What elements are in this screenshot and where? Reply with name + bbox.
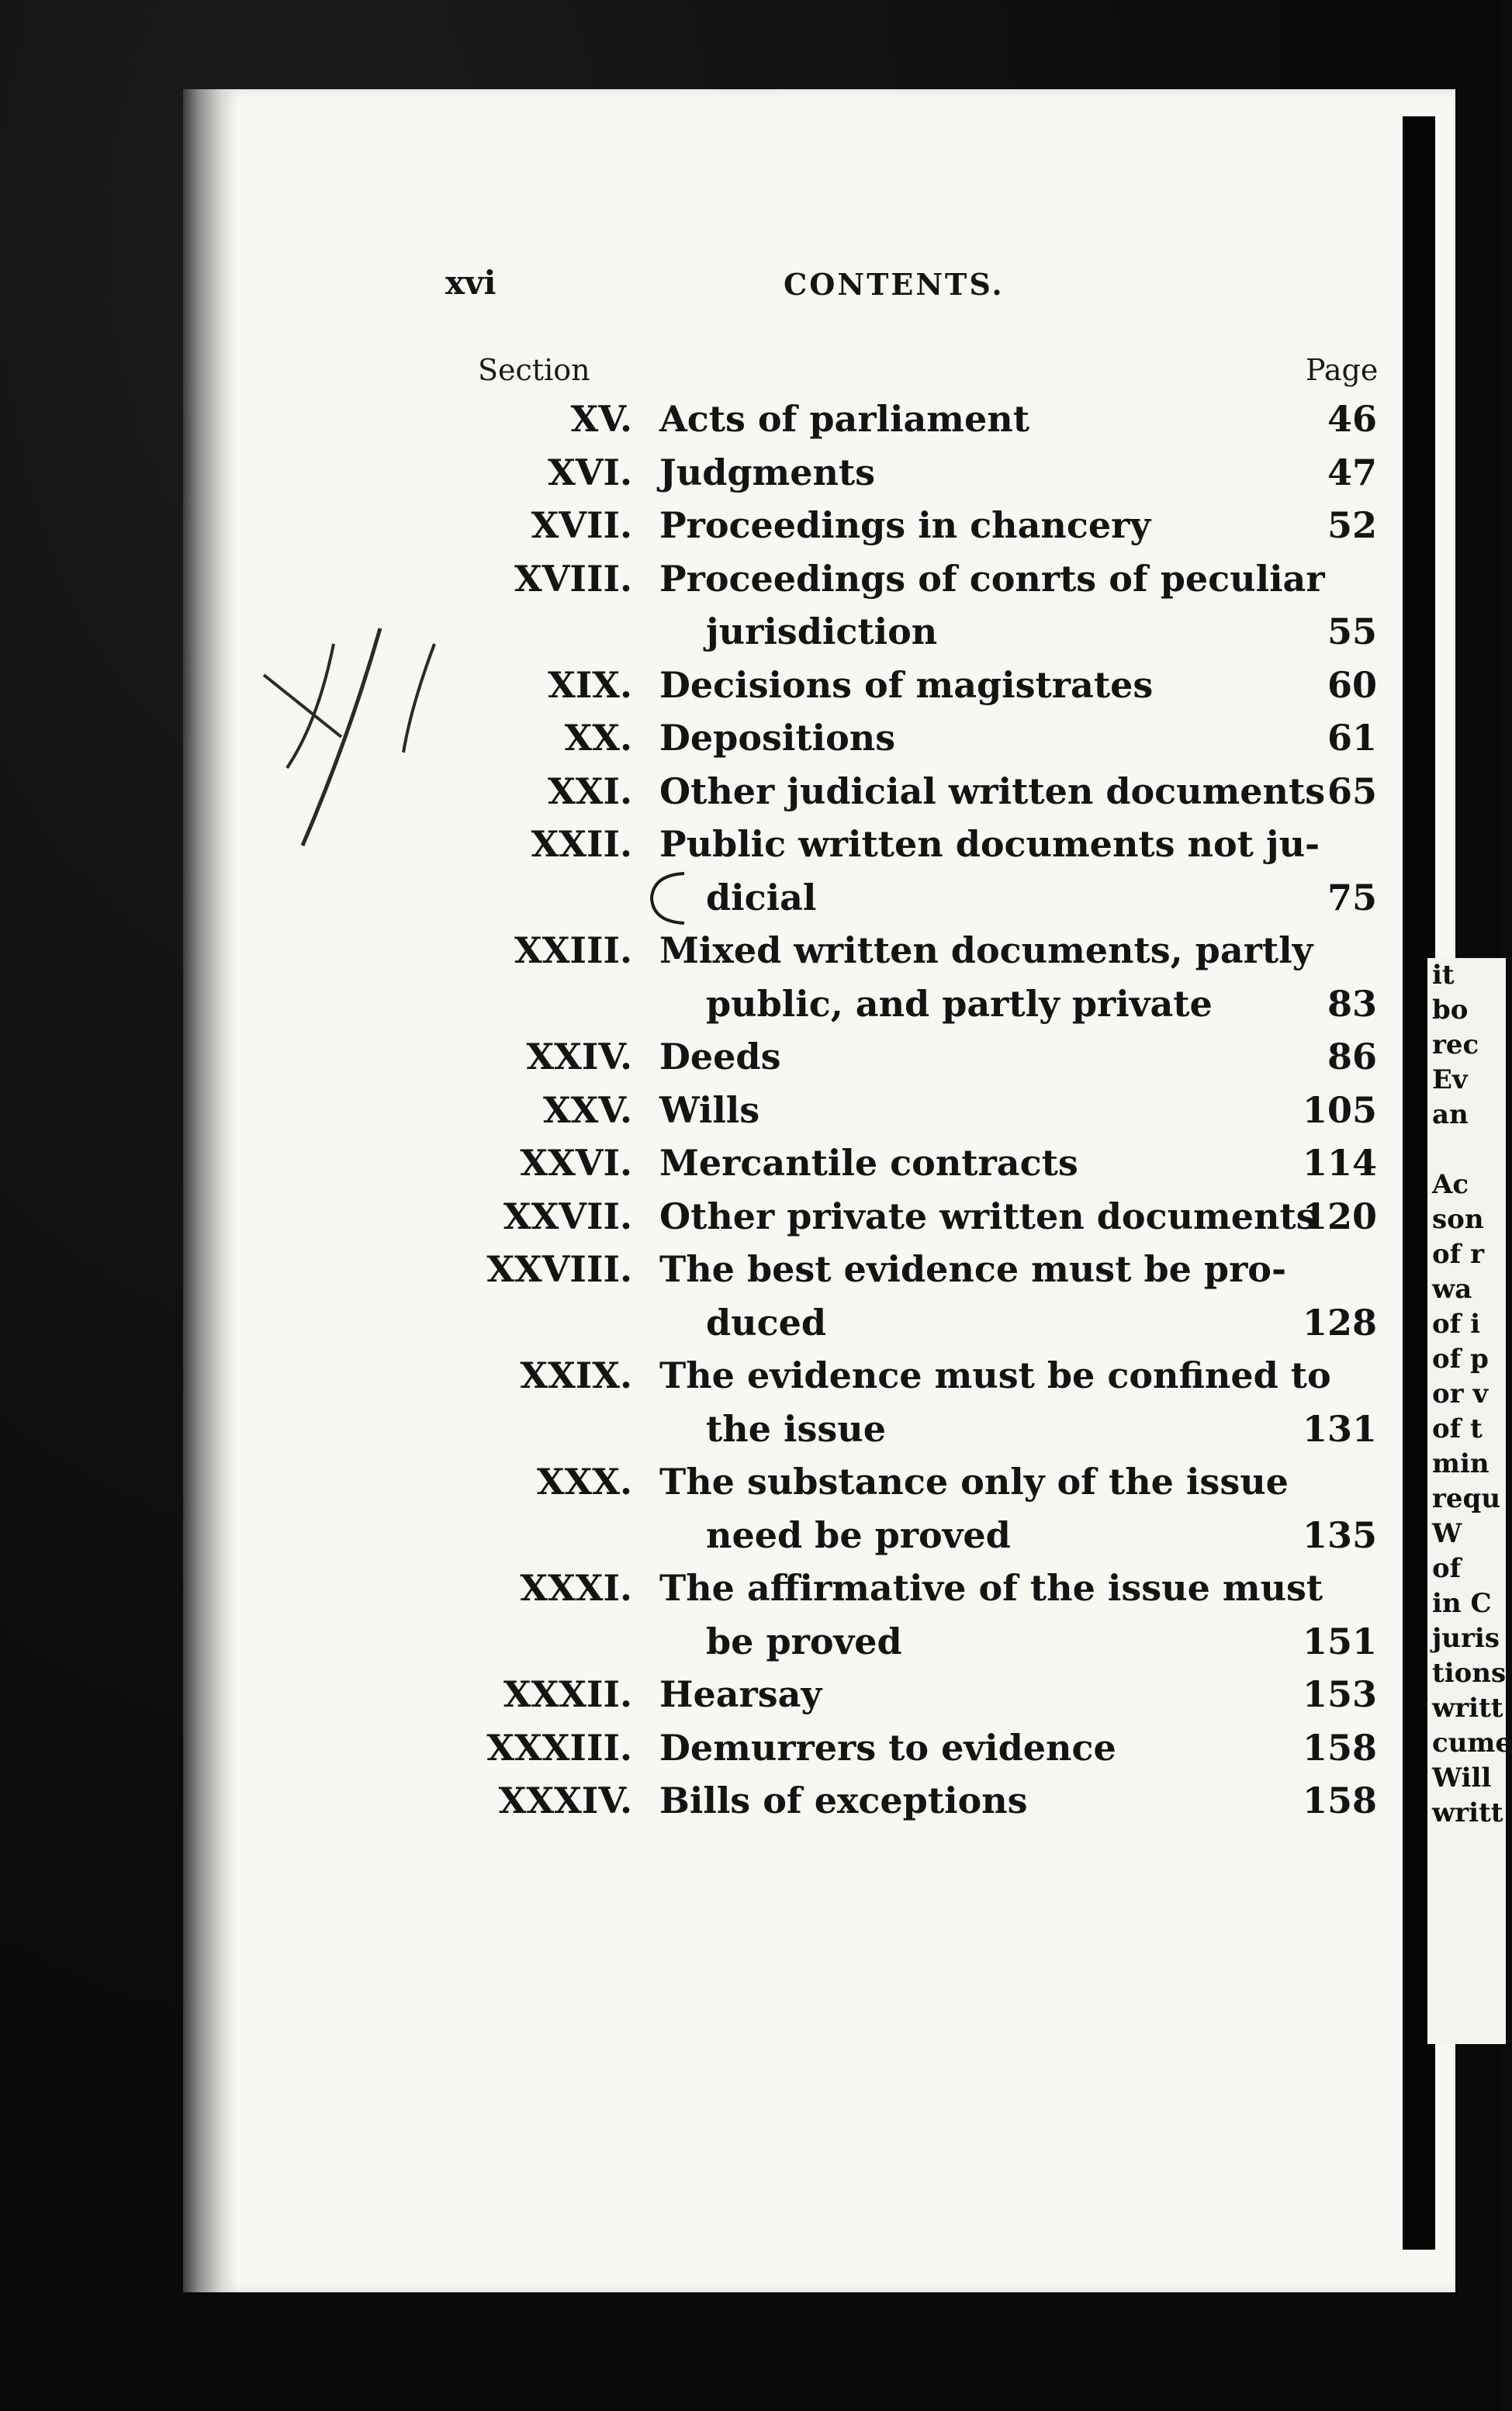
- toc-entry-title-continuation: duced: [706, 1301, 827, 1344]
- toc-section-number: XXVIII.: [486, 1248, 632, 1290]
- neighbor-text-fragment: of p: [1432, 1344, 1489, 1375]
- toc-entry: [0, 393, 1501, 445]
- toc-page-number: 128: [1302, 1301, 1377, 1344]
- pencil-bracket-annotation: [645, 867, 692, 929]
- neighbor-text-fragment: of: [1432, 1553, 1462, 1584]
- toc-entry: [0, 499, 1501, 552]
- neighbor-text-fragment: Will: [1432, 1762, 1492, 1794]
- toc-entry: [0, 818, 1501, 870]
- toc-page-number: 46: [1327, 398, 1377, 440]
- page-column-heading: Page: [1306, 353, 1379, 387]
- neighbor-text-fragment: W: [1432, 1518, 1462, 1549]
- toc-section-number: XXXII.: [503, 1673, 632, 1715]
- toc-entry-title: Proceedings of conrts of peculiar: [659, 557, 1325, 600]
- toc-section-number: XIX.: [548, 663, 632, 706]
- toc-entry-title: The best evidence must be pro-: [659, 1248, 1287, 1290]
- toc-page-number: 60: [1327, 663, 1377, 706]
- running-head: CONTENTS.: [784, 267, 1005, 302]
- toc-page-number: 83: [1327, 982, 1377, 1025]
- pencil-mark-annotation: [256, 613, 434, 853]
- toc-entry-title-continuation: dicial: [706, 876, 817, 918]
- neighbor-text-fragment: or v: [1432, 1378, 1489, 1410]
- toc-entry-title-continuation: jurisdiction: [706, 611, 938, 652]
- neighbor-text-fragment: Ac: [1432, 1169, 1469, 1200]
- neighbor-text-fragment: tions: [1432, 1658, 1507, 1689]
- toc-entry: [0, 711, 1501, 764]
- toc-entry-title: Other private written documents: [659, 1195, 1317, 1237]
- toc-page-number: 105: [1302, 1088, 1377, 1131]
- toc-page-number: 131: [1302, 1407, 1377, 1450]
- toc-section-number: XV.: [570, 398, 632, 440]
- toc-entry: [0, 1243, 1501, 1295]
- neighbor-text-fragment: cume: [1432, 1728, 1512, 1759]
- toc-section-number: XXIII.: [514, 929, 632, 971]
- neighbor-text-fragment: of i: [1432, 1309, 1481, 1340]
- toc-entry: [0, 924, 1501, 977]
- section-column-heading: Section: [478, 353, 590, 387]
- neighbor-text-fragment: bo: [1432, 994, 1469, 1026]
- toc-entry-title: Deeds: [659, 1036, 781, 1078]
- neighbor-text-fragment: rec: [1432, 1029, 1479, 1060]
- neighbor-text-fragment: of r: [1432, 1239, 1485, 1270]
- toc-section-number: XXXIV.: [498, 1780, 632, 1821]
- toc-section-number: XX.: [564, 717, 632, 759]
- toc-entry-title: The substance only of the issue: [659, 1461, 1289, 1503]
- toc-entry: [0, 1084, 1501, 1136]
- neighbor-text-fragment: writt: [1432, 1797, 1503, 1828]
- toc-page-number: 75: [1327, 876, 1377, 918]
- toc-entry-continuation: [0, 871, 1501, 924]
- toc-entry: [0, 1774, 1501, 1827]
- toc-entry-title: Bills of exceptions: [659, 1780, 1028, 1821]
- toc-entry: [0, 1030, 1501, 1083]
- toc-page-number: 120: [1302, 1195, 1377, 1237]
- toc-page-number: 114: [1302, 1142, 1377, 1184]
- toc-entry-title-continuation: be proved: [706, 1620, 902, 1662]
- toc-entry-continuation: [0, 1509, 1501, 1562]
- toc-section-number: XXV.: [542, 1088, 632, 1131]
- toc-entry-title: The affirmative of the issue must: [659, 1567, 1323, 1609]
- toc-entry-title: Hearsay: [659, 1673, 822, 1715]
- toc-entry: [0, 765, 1501, 818]
- toc-page-number: 153: [1302, 1673, 1377, 1715]
- toc-entry-title: Mixed written documents, partly: [659, 929, 1313, 971]
- toc-entry: [0, 446, 1501, 499]
- toc-section-number: XXIX.: [520, 1354, 632, 1396]
- neighbor-text-fragment: in C: [1432, 1588, 1492, 1619]
- toc-entry-title: Demurrers to evidence: [659, 1726, 1116, 1769]
- toc-entry: [0, 1668, 1501, 1721]
- toc-page-number: 61: [1327, 717, 1377, 759]
- toc-entry-title-continuation: the issue: [706, 1407, 886, 1450]
- toc-entry-title: The evidence must be confined to: [659, 1354, 1331, 1396]
- toc-entry-continuation: [0, 1615, 1501, 1668]
- toc-page-number: 158: [1302, 1726, 1377, 1769]
- toc-entry: [0, 1190, 1501, 1243]
- toc-entry: [0, 1349, 1501, 1402]
- toc-entry: [0, 1721, 1501, 1774]
- toc-entry-title: Mercantile contracts: [659, 1142, 1078, 1184]
- toc-entry: [0, 659, 1501, 711]
- toc-entry-title: Proceedings in chancery: [659, 504, 1151, 546]
- toc-page-number: 52: [1327, 504, 1377, 546]
- toc-section-number: XVIII.: [514, 557, 632, 600]
- toc-entry-title: Public written documents not ju-: [659, 823, 1320, 865]
- toc-section-number: XVI.: [548, 451, 632, 493]
- toc-entry-title-continuation: public, and partly private: [706, 982, 1213, 1025]
- toc-page-number: 47: [1327, 451, 1377, 493]
- toc-page-number: 158: [1302, 1780, 1377, 1821]
- toc-entry-title: Judgments: [659, 451, 876, 493]
- toc-entry: [0, 1136, 1501, 1189]
- neighbor-text-fragment: juris: [1432, 1623, 1500, 1654]
- neighbor-text-fragment: writt: [1432, 1693, 1503, 1724]
- toc-section-number: XXI.: [548, 770, 632, 812]
- toc-entry-title-continuation: need be proved: [706, 1513, 1011, 1556]
- toc-entry-continuation: [0, 605, 1501, 658]
- toc-page-number: 86: [1327, 1036, 1377, 1078]
- toc-section-number: XXII.: [531, 823, 632, 865]
- toc-entry-title: Decisions of magistrates: [659, 663, 1154, 706]
- toc-section-number: XXX.: [536, 1461, 632, 1503]
- neighbor-text-fragment: of t: [1432, 1413, 1483, 1444]
- toc-entry: [0, 1455, 1501, 1508]
- toc-page-number: 55: [1327, 611, 1377, 652]
- toc-entry-continuation: [0, 1296, 1501, 1349]
- neighbor-text-fragment: it: [1432, 960, 1455, 991]
- toc-entry-title: Wills: [659, 1088, 760, 1131]
- toc-entry-title: Other judicial written documents: [659, 770, 1326, 812]
- neighbor-text-fragment: son: [1432, 1204, 1484, 1235]
- toc-page-number: 151: [1302, 1620, 1377, 1662]
- toc-section-number: XVII.: [531, 504, 632, 546]
- toc-entry-title: Acts of parliament: [659, 398, 1029, 440]
- neighbor-text-fragment: requ: [1432, 1483, 1501, 1514]
- toc-entry-continuation: [0, 977, 1501, 1030]
- toc-entry: [0, 1562, 1501, 1614]
- neighbor-text-fragment: Ev: [1432, 1064, 1468, 1095]
- toc-section-number: XXIV.: [526, 1036, 632, 1078]
- toc-page-number: 135: [1302, 1513, 1377, 1556]
- toc-page-number: 65: [1327, 770, 1377, 812]
- page-folio: xvi: [445, 264, 497, 302]
- toc-entry: [0, 552, 1501, 605]
- neighbor-text-fragment: an: [1432, 1099, 1469, 1130]
- toc-entry-title: Depositions: [659, 717, 896, 759]
- neighbor-text-fragment: min: [1432, 1448, 1490, 1479]
- toc-section-number: XXXIII.: [486, 1726, 632, 1769]
- toc-section-number: XXVI.: [520, 1142, 632, 1184]
- toc-section-number: XXVII.: [503, 1195, 632, 1237]
- neighbor-text-fragment: wa: [1432, 1274, 1472, 1305]
- toc-entry-continuation: [0, 1403, 1501, 1455]
- toc-section-number: XXXI.: [520, 1567, 632, 1609]
